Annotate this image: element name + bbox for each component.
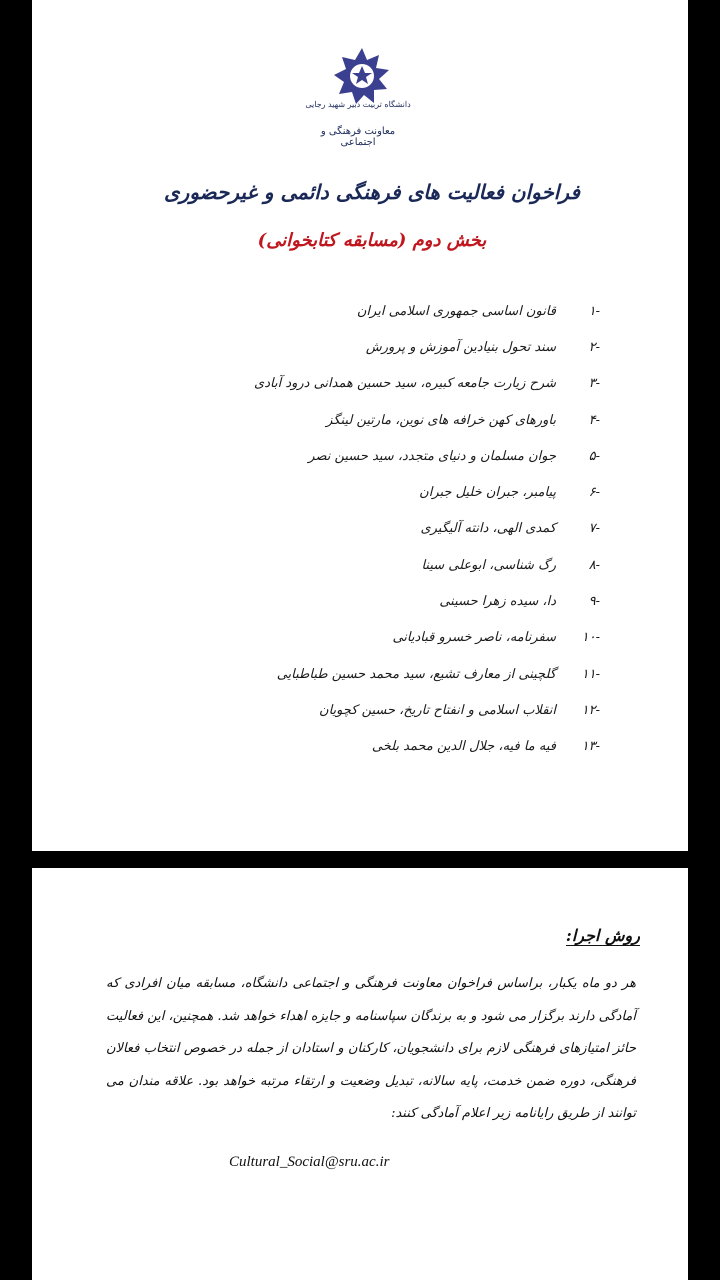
list-item (160, 293, 600, 329)
announcement-title: فراخوان فعالیت های فرهنگی دائمی و غیرحضوری (164, 180, 580, 204)
contact-email: Cultural_Social@sru.ac.ir (229, 1154, 390, 1170)
book-title: پیامبر، جبران خلیل جبران (419, 485, 556, 501)
list-number: -۳ (588, 376, 600, 392)
list-number: -۹ (588, 594, 600, 610)
university-logo-icon (332, 46, 392, 106)
list-number: -۱۰ (581, 630, 600, 646)
list-item (160, 402, 600, 438)
list-item (160, 656, 600, 692)
list-number: -۱۲ (581, 702, 600, 718)
list-number: -۱۳ (581, 739, 600, 755)
book-title: سفرنامه، ناصر خسرو قبادیانی (392, 630, 556, 646)
method-heading: روش اجرا: (565, 926, 640, 945)
announcement-subtitle: بخش دوم (مسابقه کتابخوانی) (257, 230, 487, 251)
book-title: قانون اساسی جمهوری اسلامی ایران (356, 303, 556, 319)
list-number: -۴ (588, 412, 600, 428)
book-title: دا، سیده زهرا حسینی (439, 594, 556, 610)
university-name: دانشگاه تربیت دبیر شهید رجایی (305, 100, 411, 109)
list-number: -۵ (588, 448, 600, 464)
list-item (160, 547, 600, 583)
book-title: سند تحول بنیادین آموزش و پرورش (365, 339, 556, 355)
book-title: گلچینی از معارف تشیع، سید محمد حسین طباطبایی (276, 666, 556, 682)
list-item (160, 329, 600, 365)
document-page-2 (32, 868, 688, 1280)
list-item (160, 729, 600, 765)
list-item (160, 620, 600, 656)
book-title: جوان مسلمان و دنیای متجدد، سید حسین نصر (308, 448, 556, 464)
list-number: -۱ (588, 303, 600, 319)
list-number: -۶ (588, 485, 600, 501)
book-title: رگ شناسی، ابوعلی سینا (421, 557, 556, 573)
book-list (160, 293, 600, 765)
list-number: -۲ (588, 339, 600, 355)
list-item (160, 692, 600, 728)
book-title: شرح زیارت جامعه کبیره، سید حسین همدانی درود آبادی (254, 376, 556, 392)
book-title: انقلاب اسلامی و انفتاح تاریخ، حسین کچویان (319, 702, 556, 718)
list-item (160, 474, 600, 510)
list-number: -۸ (588, 557, 600, 573)
method-paragraph: هر دو ماه یکبار، براساس فراخوان معاونت فرهنگی و اجتماعی دانشگاه، مسابقه میان افرادی که آمادگی دارند برگزار می شود و به برندگان سپاسنامه و جایزه اهداء خواهد شد. همچنین، این فعالیت حائز امتیازهای فرهنگی لازم برای دانشجویان، کارکنان و استادان از جمله در خصوص انتخاب فعالان فرهنگی، دوره ضمن خدمت، پایه سالانه، تبدیل وضعیت و ارتقاء مرتبه خواهد بود. علاقه مندان می توانند از طریق رایانامه زیر اعلام آمادگی کنند: (106, 976, 636, 1121)
list-item (160, 511, 600, 547)
document-page-1 (32, 0, 688, 851)
book-title: کمدی الهی، دانته آلیگیری (420, 521, 556, 537)
list-item (160, 583, 600, 619)
department-name: معاونت فرهنگی و اجتماعی (320, 126, 396, 148)
book-title: فیه ما فیه، جلال الدین محمد بلخی (371, 739, 556, 755)
list-number: -۱۱ (581, 666, 600, 682)
book-title: باورهای کهن خرافه های نوین، مارتین لینگز (326, 412, 556, 428)
list-number: -۷ (588, 521, 600, 537)
list-item (160, 438, 600, 474)
list-item (160, 366, 600, 402)
